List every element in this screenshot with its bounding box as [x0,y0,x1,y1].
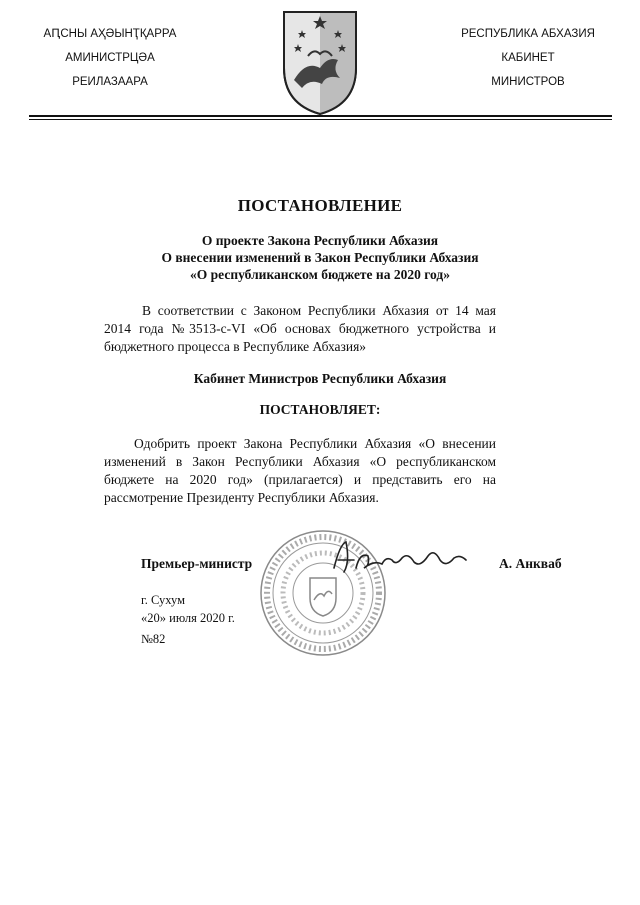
letterhead-right [448,27,608,99]
letterhead [0,0,640,125]
signer-position: Премьер-министр [141,556,253,571]
subtitle-line: О внесении изменений в Закон Республики Абхазия [161,250,479,265]
abkhazia-coat-of-arms-icon [280,8,360,118]
letterhead-left [30,27,190,99]
handwritten-signature-icon [330,538,470,578]
document-number: №82 [141,632,166,646]
issuing-body: Кабинет Министров Республики Абхазия [193,371,447,386]
letterhead-left-line: АМИНИСТРЦӘА [65,52,155,64]
letterhead-right-line: МИНИСТРОВ [491,76,565,88]
issue-date: «20» июля 2020 г. [141,611,235,625]
decree-heading: ПОСТАНОВЛЯЕТ: [259,402,381,417]
letterhead-left-line: АԤСНЫ АҲӘЫНҬҚАРРА [43,28,177,40]
preamble-paragraph: В соответствии с Законом Республики Абхазия от 14 мая 2014 года №3513-с-VI «Об основах бюджетного устройства и бюджетного процесса в Республике Абхазия» [104,303,496,354]
letterhead-right-line: РЕСПУБЛИКА АБХАЗИЯ [461,28,595,40]
letterhead-right-line: КАБИНЕТ [501,52,555,64]
issue-city: г. Сухум [141,593,186,607]
document-subtitle [0,232,640,283]
document-title: ПОСТАНОВЛЕНИЕ [237,196,403,215]
header-divider [29,115,612,117]
subtitle-line: «О республиканском бюджете на 2020 год» [190,267,450,282]
letterhead-left-line: РЕИЛАЗААРА [72,76,148,88]
subtitle-line: О проекте Закона Республики Абхазия [201,233,439,248]
header-divider-thin [29,119,612,120]
signer-name: А. Анкваб [499,556,562,571]
resolution-paragraph: Одобрить проект Закона Республики Абхазия «О внесении изменений в Закон Республики Абхазия «О республиканском бюджете на 2020 год» (прилагается) и представить его на рассмотрение Президенту Республики Абхазия. [104,436,496,505]
